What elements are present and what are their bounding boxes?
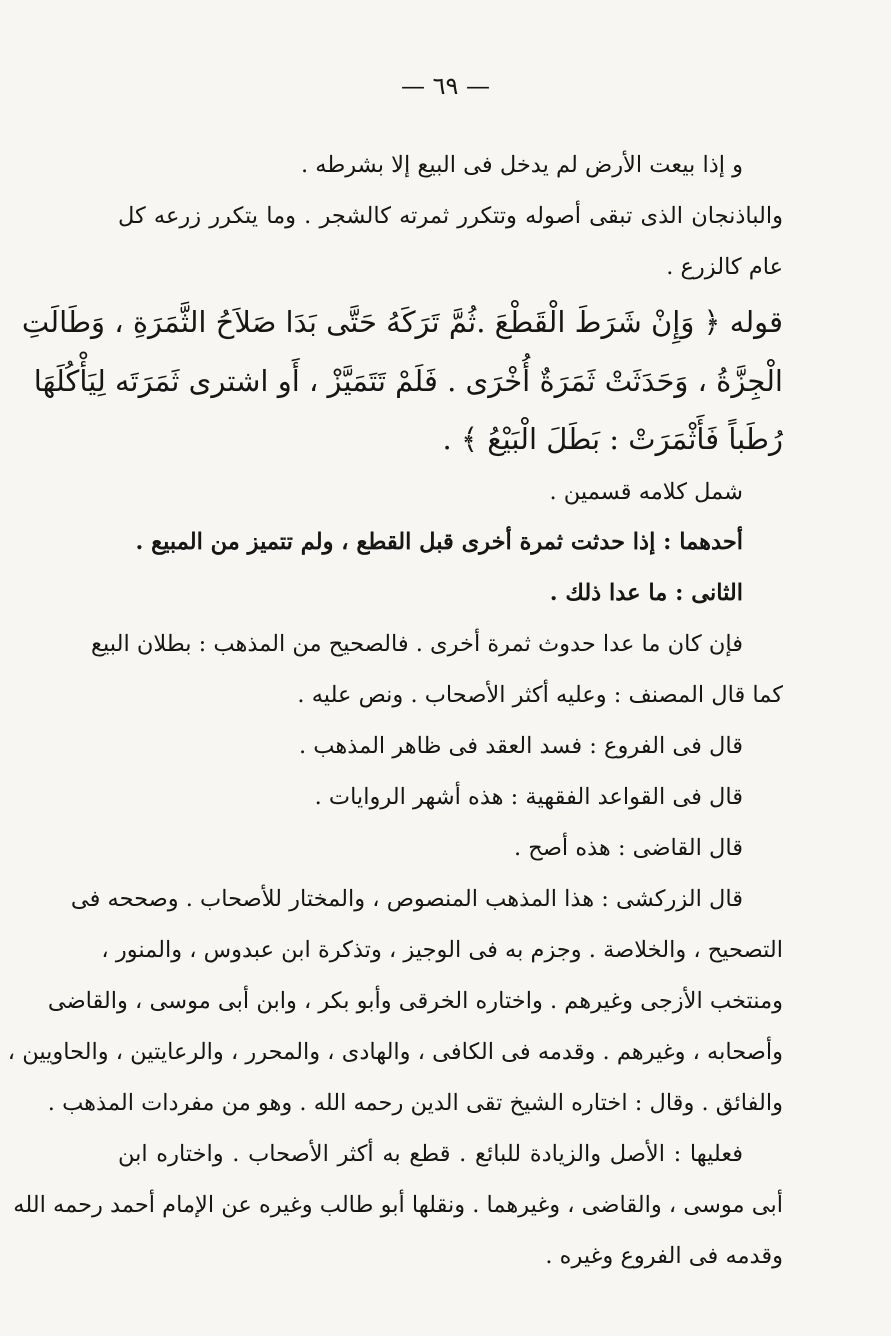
page-number: — ٦٩ —	[400, 72, 491, 100]
text-line-2: والباذنجان الذى تبقى أصوله وتتكرر ثمرته كالشجر . وما يتكرر زرعه كل	[118, 203, 783, 229]
text-line-13: وأصحابه ، وغيرهم . وقدمه فى الكافى ، والهادى ، والمحرر ، والرعايتين ، والحاويين ،	[7, 1039, 783, 1065]
quoted-text-line-2: الْجِزَّةُ ، وَحَدَثَتْ ثَمَرَةٌ أُخْرَى . فَلَمْ تَتَمَيَّزْ ، أَو اشترى ثَمَرَتَه لِيَأْكُلَهَا	[33, 364, 783, 398]
section-heading-first: أحدهما : إذا حدثت ثمرة أخرى قبل القطع ، ولم تتميز من المبيع .	[135, 529, 743, 555]
text-line-8: قال فى القواعد الفقهية : هذه أشهر الروايات .	[314, 784, 743, 810]
section-heading-second: الثانى : ما عدا ذلك .	[549, 580, 743, 606]
text-line-7: قال فى الفروع : فسد العقد فى ظاهر المذهب .	[299, 733, 743, 759]
text-line-15: فعليها : الأصل والزيادة للبائع . قطع به أكثر الأصحاب . واختاره ابن	[118, 1141, 743, 1167]
text-line-17: وقدمه فى الفروع وغيره .	[545, 1243, 783, 1269]
text-line-4: شمل كلامه قسمين .	[549, 479, 743, 505]
page-body	[7, 140, 783, 1282]
text-line-10: قال الزركشى : هذا المذهب المنصوص ، والمختار للأصحاب . وصححه فى	[70, 886, 743, 912]
text-line-14: والفائق . وقال : اختاره الشيخ تقى الدين رحمه الله . وهو من مفردات المذهب .	[47, 1090, 783, 1116]
text-line-3: عام كالزرع .	[666, 254, 783, 280]
text-line-16: أبى موسى ، والقاضى ، وغيرهما . ونقلها أبو طالب وغيره عن الإمام أحمد رحمه الله	[13, 1192, 783, 1218]
quoted-text-line-1: قوله ﴿ وَإِنْ شَرَطَ الْقَطْعَ .ثُمَّ تَرَكَهُ حَتَّى بَدَا صَلاَحُ الثَّمَرَةِ ، وَطَالَتِ	[21, 305, 783, 339]
text-line-1: و إذا بيعت الأرض لم يدخل فى البيع إلا بشرطه .	[300, 152, 743, 178]
quoted-text-line-3: رُطَباً فَأَثْمَرَتْ : بَطَلَ الْبَيْعُ ﴾ .	[442, 422, 783, 456]
text-line-6: كما قال المصنف : وعليه أكثر الأصحاب . ونص عليه .	[297, 682, 783, 708]
text-line-12: ومنتخب الأزجى وغيرهم . واختاره الخرقى وأبو بكر ، وابن أبى موسى ، والقاضى	[47, 988, 783, 1014]
text-line-9: قال القاضى : هذه أصح .	[514, 835, 743, 861]
text-line-5: فإن كان ما عدا حدوث ثمرة أخرى . فالصحيح من المذهب : بطلان البيع	[91, 631, 743, 657]
text-line-11: التصحيح ، والخلاصة . وجزم به فى الوجيز ، وتذكرة ابن عبدوس ، والمنور ،	[101, 937, 783, 963]
